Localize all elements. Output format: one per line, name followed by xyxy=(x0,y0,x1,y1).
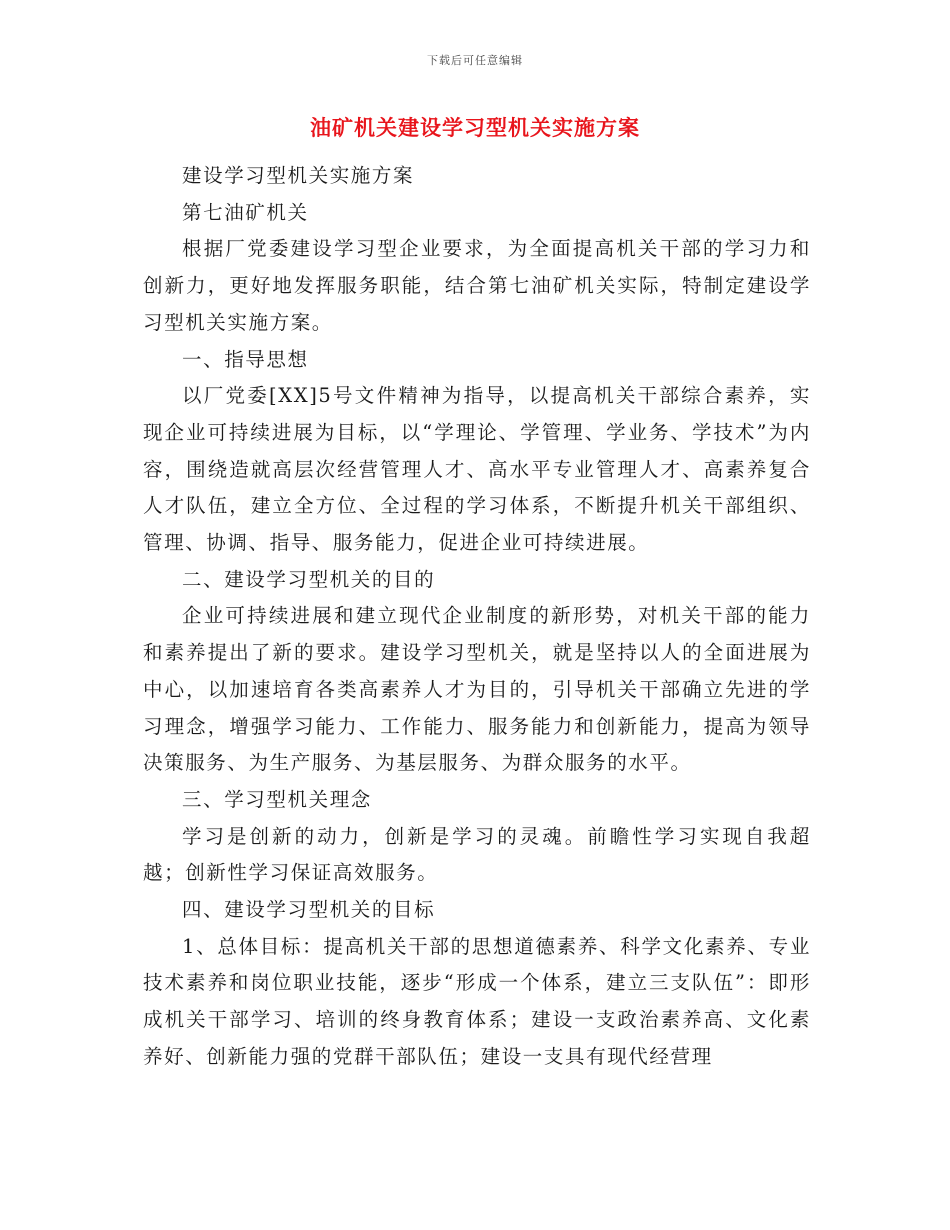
paragraph-guiding-thought: 以厂党委[XX]5号文件精神为指导，以提高机关干部综合素养，实现企业可持续进展为目标，以“学理论、学管理、学业务、学技术”为内容，围绕造就高层次经营管理人才、高水平专业管理人才、高素养复合人才队伍，建立全方位、全过程的学习体系，不断提升机关干部组织、管理、协调、指导、服务能力，促进企业可持续进展。 xyxy=(143,384,811,555)
paragraph-philosophy: 学习是创新的动力，创新是学习的灵魂。前瞻性学习实现自我超越；创新性学习保证高效服务。 xyxy=(143,824,811,885)
document-body xyxy=(143,158,811,1076)
document-title: 油矿机关建设学习型机关实施方案 xyxy=(310,115,640,140)
paragraph-purpose: 企业可持续进展和建立现代企业制度的新形势，对机关干部的能力和素养提出了新的要求。建设学习型机关，就是坚持以人的全面进展为中心，以加速培育各类高素养人才为目的，引导机关干部确立先进的学习理念，增强学习能力、工作能力、服务能力和创新能力，提高为领导决策服务、为生产服务、为基层服务、为群众服务的水平。 xyxy=(143,604,811,775)
section-heading-goals: 四、建设学习型机关的目标 xyxy=(182,898,436,922)
paragraph-goals-overall: 1、总体目标：提高机关干部的思想道德素养、科学文化素养、专业技术素养和岗位职业技能，逐步“形成一个体系，建立三支队伍”：即形成机关干部学习、培训的终身教育体系；建设一支政治素养高、文化素养好、创新能力强的党群干部队伍；建设一支具有现代经营理 xyxy=(143,934,811,1068)
paragraph-intro: 根据厂党委建设学习型企业要求，为全面提高机关干部的学习力和创新力，更好地发挥服务职能，结合第七油矿机关实际，特制定建设学习型机关实施方案。 xyxy=(143,237,811,334)
paragraph-organization: 第七油矿机关 xyxy=(182,200,309,224)
paragraph-subtitle: 建设学习型机关实施方案 xyxy=(182,164,415,187)
section-heading-guiding-thought: 一、指导思想 xyxy=(182,347,309,371)
header-note: 下载后可任意编辑 xyxy=(427,54,523,67)
section-heading-purpose: 二、建设学习型机关的目的 xyxy=(182,567,436,591)
section-heading-philosophy: 三、学习型机关理念 xyxy=(182,787,372,811)
